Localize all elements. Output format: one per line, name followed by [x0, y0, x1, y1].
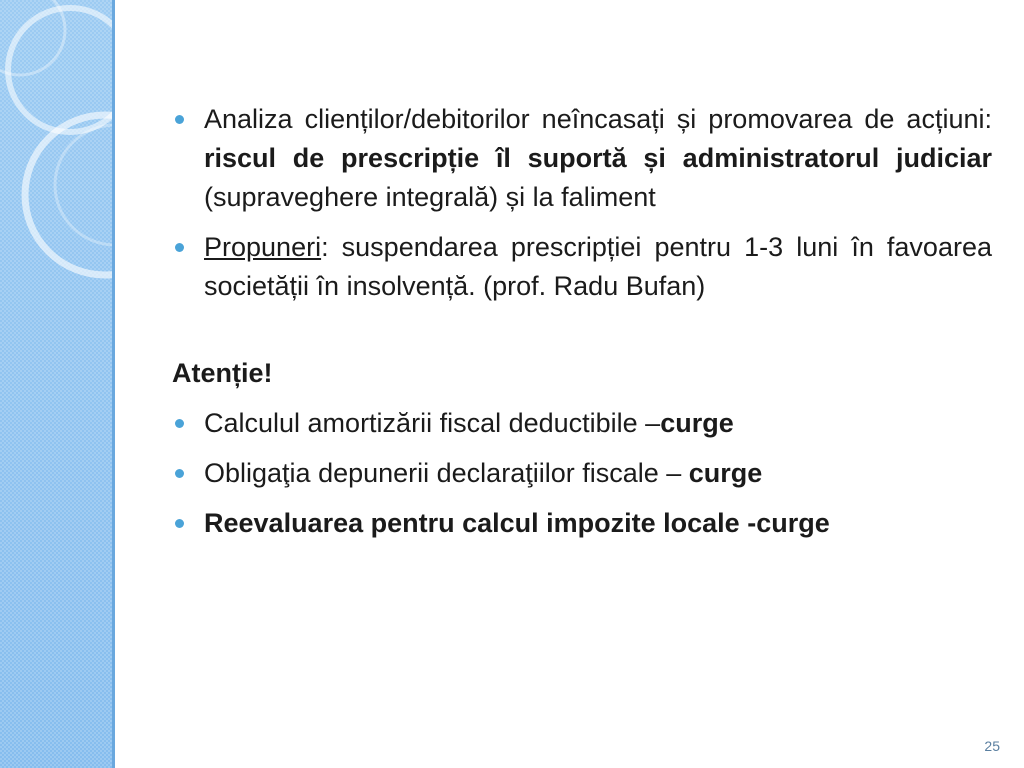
side-panel-edge: [112, 0, 115, 768]
bullet-text: Analiza clienților/debitorilor neîncasați și promovarea de acțiuni:: [204, 104, 992, 134]
side-decoration-panel: [0, 0, 112, 768]
bullet-item: [172, 100, 992, 217]
bullet-text: (supraveghere integrală) și la faliment: [204, 182, 656, 212]
bullet-text: curge: [660, 408, 734, 438]
bullet-dot-icon: [175, 519, 184, 528]
bullet-text: riscul de prescripție îl suportă și administratorul judiciar: [204, 143, 992, 173]
bullet-text: Reevaluarea pentru calcul impozite locale -curge: [204, 508, 830, 538]
slide-content: [172, 100, 992, 554]
decorative-circles: [0, 0, 112, 768]
bullet-item: [172, 228, 992, 306]
bullet-item: [172, 454, 992, 493]
page-number: 25: [984, 738, 1000, 754]
bullet-text: Obligaţia depunerii declaraţiilor fiscale –: [204, 458, 689, 488]
bullet-list-first: [172, 100, 992, 306]
bullet-text: Calculul amortizării fiscal deductibile –: [204, 408, 661, 438]
bullet-list-second: [172, 404, 992, 543]
bullet-dot-icon: [175, 115, 184, 124]
bullet-item: [172, 404, 992, 443]
bullet-text: : suspendarea prescripției pentru 1-3 luni în favoarea societății în insolvență. (prof. Radu Bufan): [204, 232, 992, 301]
bullet-dot-icon: [175, 419, 184, 428]
bullet-item: [172, 504, 992, 543]
bullet-text: Propuneri: [204, 232, 322, 262]
bullet-dot-icon: [175, 243, 184, 252]
attention-heading: Atenție!: [172, 358, 273, 388]
bullet-text: curge: [688, 458, 763, 488]
bullet-dot-icon: [175, 469, 184, 478]
